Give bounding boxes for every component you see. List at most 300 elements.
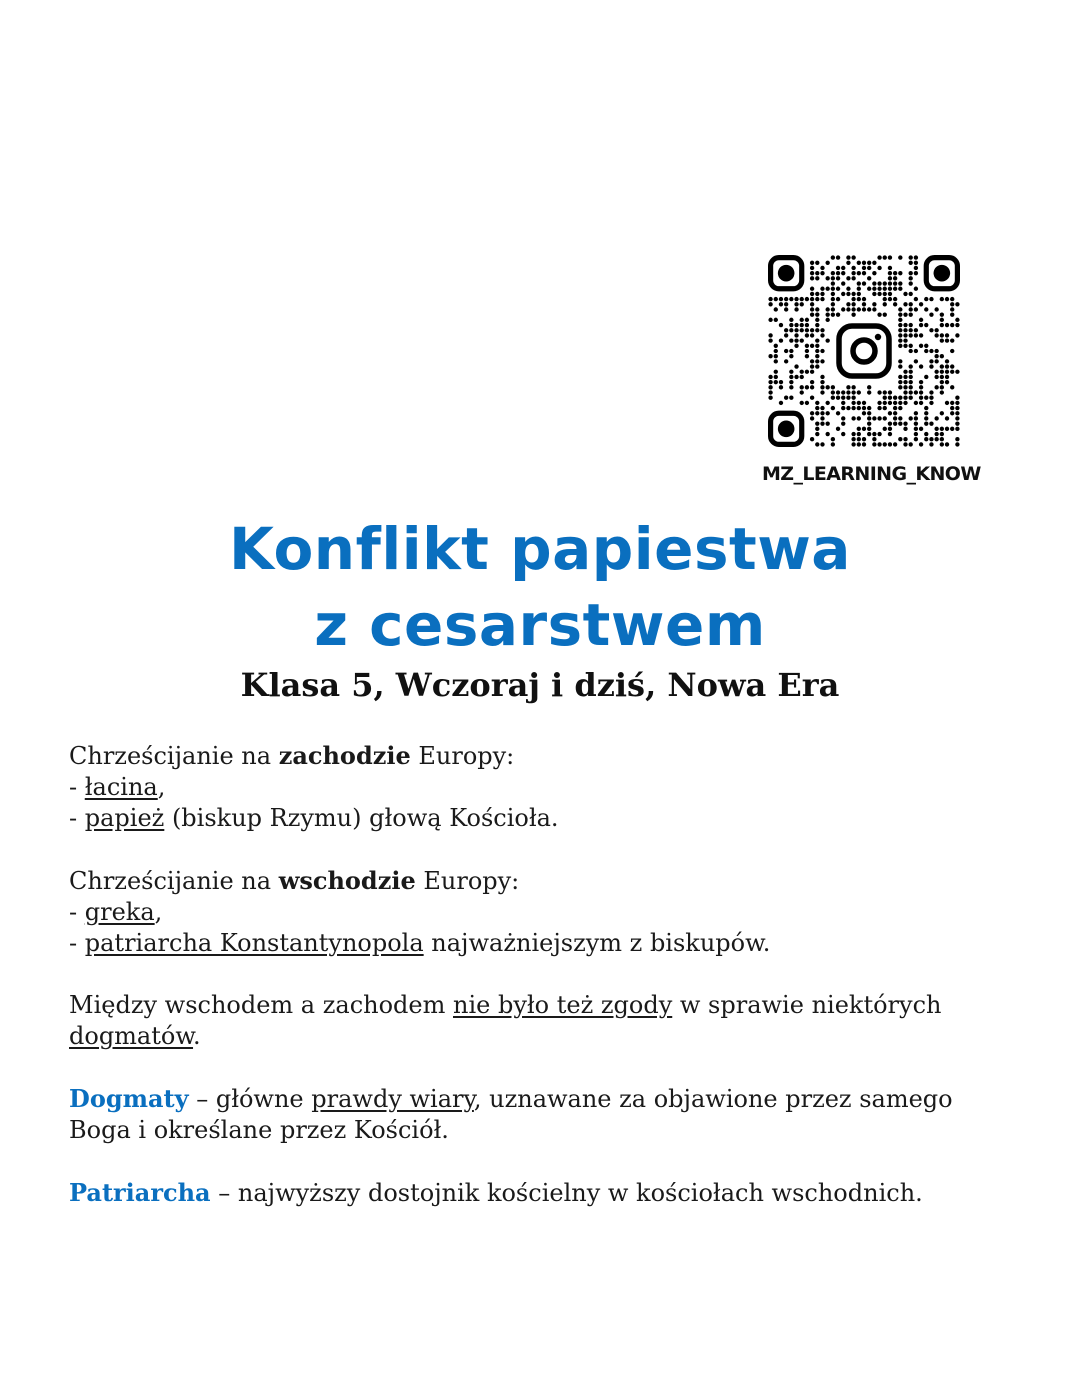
qr-module	[805, 401, 809, 405]
qr-module	[857, 427, 861, 431]
qr-module	[888, 297, 892, 301]
qr-module	[825, 276, 829, 280]
qr-module	[800, 385, 804, 389]
qr-module	[820, 442, 824, 446]
qr-module	[914, 390, 918, 394]
qr-module	[825, 338, 829, 342]
qr-module	[815, 359, 819, 363]
qr-module	[794, 338, 798, 342]
qr-module	[940, 370, 944, 374]
qr-module	[815, 328, 819, 332]
qr-module	[883, 255, 887, 259]
qr-module	[841, 266, 845, 270]
qr-module	[950, 338, 954, 342]
qr-module	[909, 307, 913, 311]
qr-module	[903, 333, 907, 337]
qr-module	[810, 396, 814, 400]
item-tail: (biskup Rzymu) głową Kościoła.	[164, 804, 559, 832]
qr-module	[955, 401, 959, 405]
qr-module	[774, 307, 778, 311]
qr-module	[867, 416, 871, 420]
qr-module	[950, 411, 954, 415]
qr-module	[846, 276, 850, 280]
qr-module	[810, 302, 814, 306]
qr-module	[877, 406, 881, 410]
qr-module	[831, 307, 835, 311]
qr-module	[924, 421, 928, 425]
qr-module	[857, 390, 861, 394]
qr-module	[903, 323, 907, 327]
qr-module	[955, 411, 959, 415]
qr-module	[872, 281, 876, 285]
qr-module	[851, 442, 855, 446]
term-patriarch-of-constantinople: patriarcha Konstantynopola	[84, 929, 424, 957]
qr-module	[903, 385, 907, 389]
dispute-mid: w sprawie niektórych	[672, 991, 942, 1019]
qr-module	[883, 396, 887, 400]
qr-module	[877, 287, 881, 291]
east-item-greek	[69, 897, 1019, 928]
qr-module	[784, 349, 788, 353]
qr-module	[955, 396, 959, 400]
qr-module	[815, 271, 819, 275]
qr-module	[836, 411, 840, 415]
qr-module	[810, 411, 814, 415]
qr-module	[820, 349, 824, 353]
qr-module	[934, 427, 938, 431]
qr-module	[831, 390, 835, 394]
qr-module	[846, 385, 850, 389]
qr-module	[883, 292, 887, 296]
qr-module	[903, 370, 907, 374]
qr-module	[805, 344, 809, 348]
qr-module	[872, 261, 876, 265]
qr-module	[955, 302, 959, 306]
qr-module	[774, 344, 778, 348]
west-item-latin	[69, 772, 1019, 803]
qr-module	[768, 385, 772, 389]
qr-module	[831, 385, 835, 389]
qr-module	[789, 318, 793, 322]
qr-module	[820, 333, 824, 337]
qr-module	[919, 401, 923, 405]
qr-module	[950, 323, 954, 327]
qr-module	[846, 406, 850, 410]
qr-module	[909, 255, 913, 259]
qr-module	[888, 421, 892, 425]
qr-module	[810, 328, 814, 332]
qr-module	[950, 297, 954, 301]
qr-module	[929, 437, 933, 441]
qr-module	[955, 370, 959, 374]
qr-module	[851, 385, 855, 389]
qr-module	[831, 302, 835, 306]
qr-module	[805, 385, 809, 389]
qr-module	[774, 354, 778, 358]
qr-module	[934, 359, 938, 363]
qr-module	[825, 401, 829, 405]
qr-module	[831, 287, 835, 291]
qr-finder-dot	[778, 265, 795, 282]
qr-module	[909, 261, 913, 265]
qr-module	[888, 271, 892, 275]
qr-module	[851, 390, 855, 394]
qr-module	[805, 354, 809, 358]
item-tail: najważniejszym z biskupów.	[423, 929, 771, 957]
dogmaty-truths-of-faith: prawdy wiary	[311, 1085, 474, 1113]
qr-module	[841, 307, 845, 311]
qr-module	[903, 344, 907, 348]
qr-module	[862, 437, 866, 441]
qr-module	[794, 328, 798, 332]
west-item-pope	[69, 803, 1019, 834]
qr-module	[800, 318, 804, 322]
qr-module	[919, 442, 923, 446]
qr-module	[898, 401, 902, 405]
qr-module	[831, 292, 835, 296]
qr-module	[940, 411, 944, 415]
qr-module	[800, 297, 804, 301]
qr-module	[877, 401, 881, 405]
qr-module	[883, 401, 887, 405]
qr-module	[774, 380, 778, 384]
qr-module	[950, 312, 954, 316]
qr-module	[919, 333, 923, 337]
qr-module	[909, 281, 913, 285]
qr-module	[914, 333, 918, 337]
qr-module	[831, 437, 835, 441]
qr-module	[877, 266, 881, 270]
qr-module	[800, 401, 804, 405]
qr-module	[888, 281, 892, 285]
qr-module	[800, 370, 804, 374]
qr-module	[820, 375, 824, 379]
qr-module	[867, 307, 871, 311]
qr-code[interactable]	[768, 255, 960, 447]
qr-module	[836, 255, 840, 259]
qr-module	[945, 442, 949, 446]
qr-module	[872, 416, 876, 420]
qr-module	[810, 287, 814, 291]
qr-module	[867, 261, 871, 265]
qr-module	[898, 255, 902, 259]
qr-module	[919, 390, 923, 394]
qr-module	[857, 416, 861, 420]
qr-module	[851, 292, 855, 296]
qr-module	[820, 416, 824, 420]
qr-module	[909, 302, 913, 306]
qr-module	[825, 411, 829, 415]
qr-module	[800, 328, 804, 332]
qr-module	[800, 338, 804, 342]
qr-module	[784, 297, 788, 301]
qr-module	[820, 297, 824, 301]
qr-module	[810, 344, 814, 348]
qr-module	[898, 375, 902, 379]
qr-module	[893, 297, 897, 301]
qr-module	[768, 354, 772, 358]
qr-module	[820, 359, 824, 363]
qr-module	[950, 427, 954, 431]
dispute-lead: Między wschodem a zachodem	[69, 991, 453, 1019]
qr-module	[924, 396, 928, 400]
qr-module	[841, 416, 845, 420]
qr-module	[903, 437, 907, 441]
qr-module	[955, 442, 959, 446]
qr-module	[831, 396, 835, 400]
qr-module	[955, 427, 959, 431]
qr-module	[820, 411, 824, 415]
qr-module	[857, 287, 861, 291]
qr-module	[934, 437, 938, 441]
qr-module	[893, 416, 897, 420]
qr-module	[903, 375, 907, 379]
qr-module	[794, 302, 798, 306]
qr-module	[825, 385, 829, 389]
qr-module	[950, 307, 954, 311]
qr-module	[903, 312, 907, 316]
qr-module	[815, 406, 819, 410]
term-dogmaty: Dogmaty	[69, 1084, 189, 1113]
qr-module	[805, 370, 809, 374]
qr-module	[789, 354, 793, 358]
qr-module	[940, 390, 944, 394]
qr-module	[883, 312, 887, 316]
qr-module	[857, 432, 861, 436]
qr-module	[872, 302, 876, 306]
qr-module	[919, 396, 923, 400]
qr-module	[888, 292, 892, 296]
qr-module	[867, 385, 871, 389]
qr-module	[872, 287, 876, 291]
qr-module	[945, 359, 949, 363]
qr-module	[774, 375, 778, 379]
qr-module	[924, 411, 928, 415]
qr-module	[898, 287, 902, 291]
qr-module	[888, 287, 892, 291]
qr-module	[893, 442, 897, 446]
qr-module	[774, 359, 778, 363]
bullet-dash: -	[69, 929, 85, 957]
west-heading	[69, 740, 1019, 772]
qr-module	[883, 297, 887, 301]
qr-module	[841, 396, 845, 400]
qr-module	[831, 276, 835, 280]
qr-module	[914, 432, 918, 436]
dispute-end: .	[193, 1022, 201, 1050]
qr-module	[909, 333, 913, 337]
qr-module	[784, 359, 788, 363]
qr-module	[883, 390, 887, 394]
qr-module	[914, 255, 918, 259]
qr-module	[768, 338, 772, 342]
qr-module	[800, 390, 804, 394]
qr-module	[779, 385, 783, 389]
qr-module	[810, 276, 814, 280]
qr-module	[867, 432, 871, 436]
qr-module	[909, 385, 913, 389]
qr-module	[789, 370, 793, 374]
qr-module	[841, 421, 845, 425]
qr-module	[888, 396, 892, 400]
qr-module	[810, 266, 814, 270]
qr-module	[924, 375, 928, 379]
qr-module	[841, 281, 845, 285]
qr-module	[810, 307, 814, 311]
qr-module	[903, 401, 907, 405]
qr-module	[815, 427, 819, 431]
qr-module	[898, 333, 902, 337]
qr-module	[919, 364, 923, 368]
qr-module	[934, 370, 938, 374]
qr-module	[794, 323, 798, 327]
qr-module	[810, 385, 814, 389]
qr-module	[851, 271, 855, 275]
qr-module	[794, 375, 798, 379]
qr-module	[857, 261, 861, 265]
qr-module	[888, 432, 892, 436]
qr-module	[898, 396, 902, 400]
qr-module	[898, 421, 902, 425]
qr-module	[909, 442, 913, 446]
qr-module	[846, 255, 850, 259]
qr-module	[810, 370, 814, 374]
qr-module	[888, 255, 892, 259]
qr-module	[857, 271, 861, 275]
qr-module	[789, 375, 793, 379]
qr-module	[841, 271, 845, 275]
qr-module	[768, 380, 772, 384]
qr-module	[893, 406, 897, 410]
qr-module	[919, 323, 923, 327]
qr-module	[909, 380, 913, 384]
qr-module	[768, 396, 772, 400]
qr-module	[784, 307, 788, 311]
qr-module	[924, 416, 928, 420]
qr-module	[934, 375, 938, 379]
qr-module	[789, 380, 793, 384]
qr-module	[825, 287, 829, 291]
qr-module	[851, 406, 855, 410]
qr-module	[872, 442, 876, 446]
qr-module	[909, 344, 913, 348]
dogmaty-line1-tail: , uznawane za objawione przez samego	[473, 1085, 953, 1113]
qr-module	[955, 333, 959, 337]
qr-module	[815, 261, 819, 265]
qr-module	[805, 349, 809, 353]
bullet-dash: -	[69, 773, 85, 801]
qr-module	[815, 354, 819, 358]
qr-module	[857, 281, 861, 285]
qr-module	[945, 427, 949, 431]
qr-module	[851, 312, 855, 316]
qr-module	[815, 323, 819, 327]
qr-module	[800, 302, 804, 306]
qr-module	[815, 364, 819, 368]
qr-module	[888, 401, 892, 405]
qr-module	[805, 297, 809, 301]
qr-module	[789, 328, 793, 332]
qr-module	[924, 437, 928, 441]
qr-module	[888, 411, 892, 415]
qr-module	[846, 302, 850, 306]
qr-module	[903, 380, 907, 384]
qr-module	[836, 297, 840, 301]
dogmaty-dash: – główne	[188, 1085, 312, 1113]
qr-module	[883, 406, 887, 410]
qr-module	[815, 432, 819, 436]
qr-module	[914, 287, 918, 291]
qr-module	[862, 266, 866, 270]
qr-module	[805, 318, 809, 322]
qr-module	[862, 261, 866, 265]
qr-module	[810, 271, 814, 275]
qr-module	[909, 276, 913, 280]
qr-module	[950, 370, 954, 374]
qr-module	[846, 307, 850, 311]
qr-module	[919, 427, 923, 431]
qr-finder-dot	[778, 421, 795, 438]
qr-module	[794, 333, 798, 337]
qr-module	[768, 375, 772, 379]
qr-module	[940, 427, 944, 431]
qr-module	[934, 307, 938, 311]
qr-module	[851, 276, 855, 280]
qr-module	[810, 261, 814, 265]
qr-module	[820, 380, 824, 384]
qr-module	[945, 380, 949, 384]
qr-module	[919, 344, 923, 348]
qr-module	[872, 271, 876, 275]
qr-module	[903, 396, 907, 400]
qr-module	[893, 421, 897, 425]
qr-module	[857, 401, 861, 405]
qr-module	[893, 287, 897, 291]
patriarcha-definition-text: – najwyższy dostojnik kościelny w kościołach wschodnich.	[210, 1179, 923, 1207]
qr-module	[929, 401, 933, 405]
qr-module	[768, 302, 772, 306]
qr-module	[774, 349, 778, 353]
qr-module	[768, 297, 772, 301]
qr-module	[841, 406, 845, 410]
qr-module	[851, 432, 855, 436]
qr-module	[914, 307, 918, 311]
qr-module	[831, 281, 835, 285]
qr-module	[940, 312, 944, 316]
qr-module	[945, 333, 949, 337]
qr-module	[914, 297, 918, 301]
qr-module	[862, 271, 866, 275]
qr-module	[909, 271, 913, 275]
qr-module	[862, 307, 866, 311]
qr-module	[815, 442, 819, 446]
qr-module	[784, 396, 788, 400]
west-lead: Chrześcijanie na	[69, 742, 279, 770]
qr-module	[820, 390, 824, 394]
qr-module	[872, 292, 876, 296]
qr-module	[867, 276, 871, 280]
qr-module	[862, 401, 866, 405]
qr-module	[940, 323, 944, 327]
item-tail: ,	[157, 773, 166, 801]
qr-module	[950, 302, 954, 306]
qr-module	[815, 292, 819, 296]
qr-module	[950, 364, 954, 368]
qr-module	[929, 312, 933, 316]
qr-module	[883, 287, 887, 291]
qr-module	[815, 421, 819, 425]
qr-module	[929, 421, 933, 425]
